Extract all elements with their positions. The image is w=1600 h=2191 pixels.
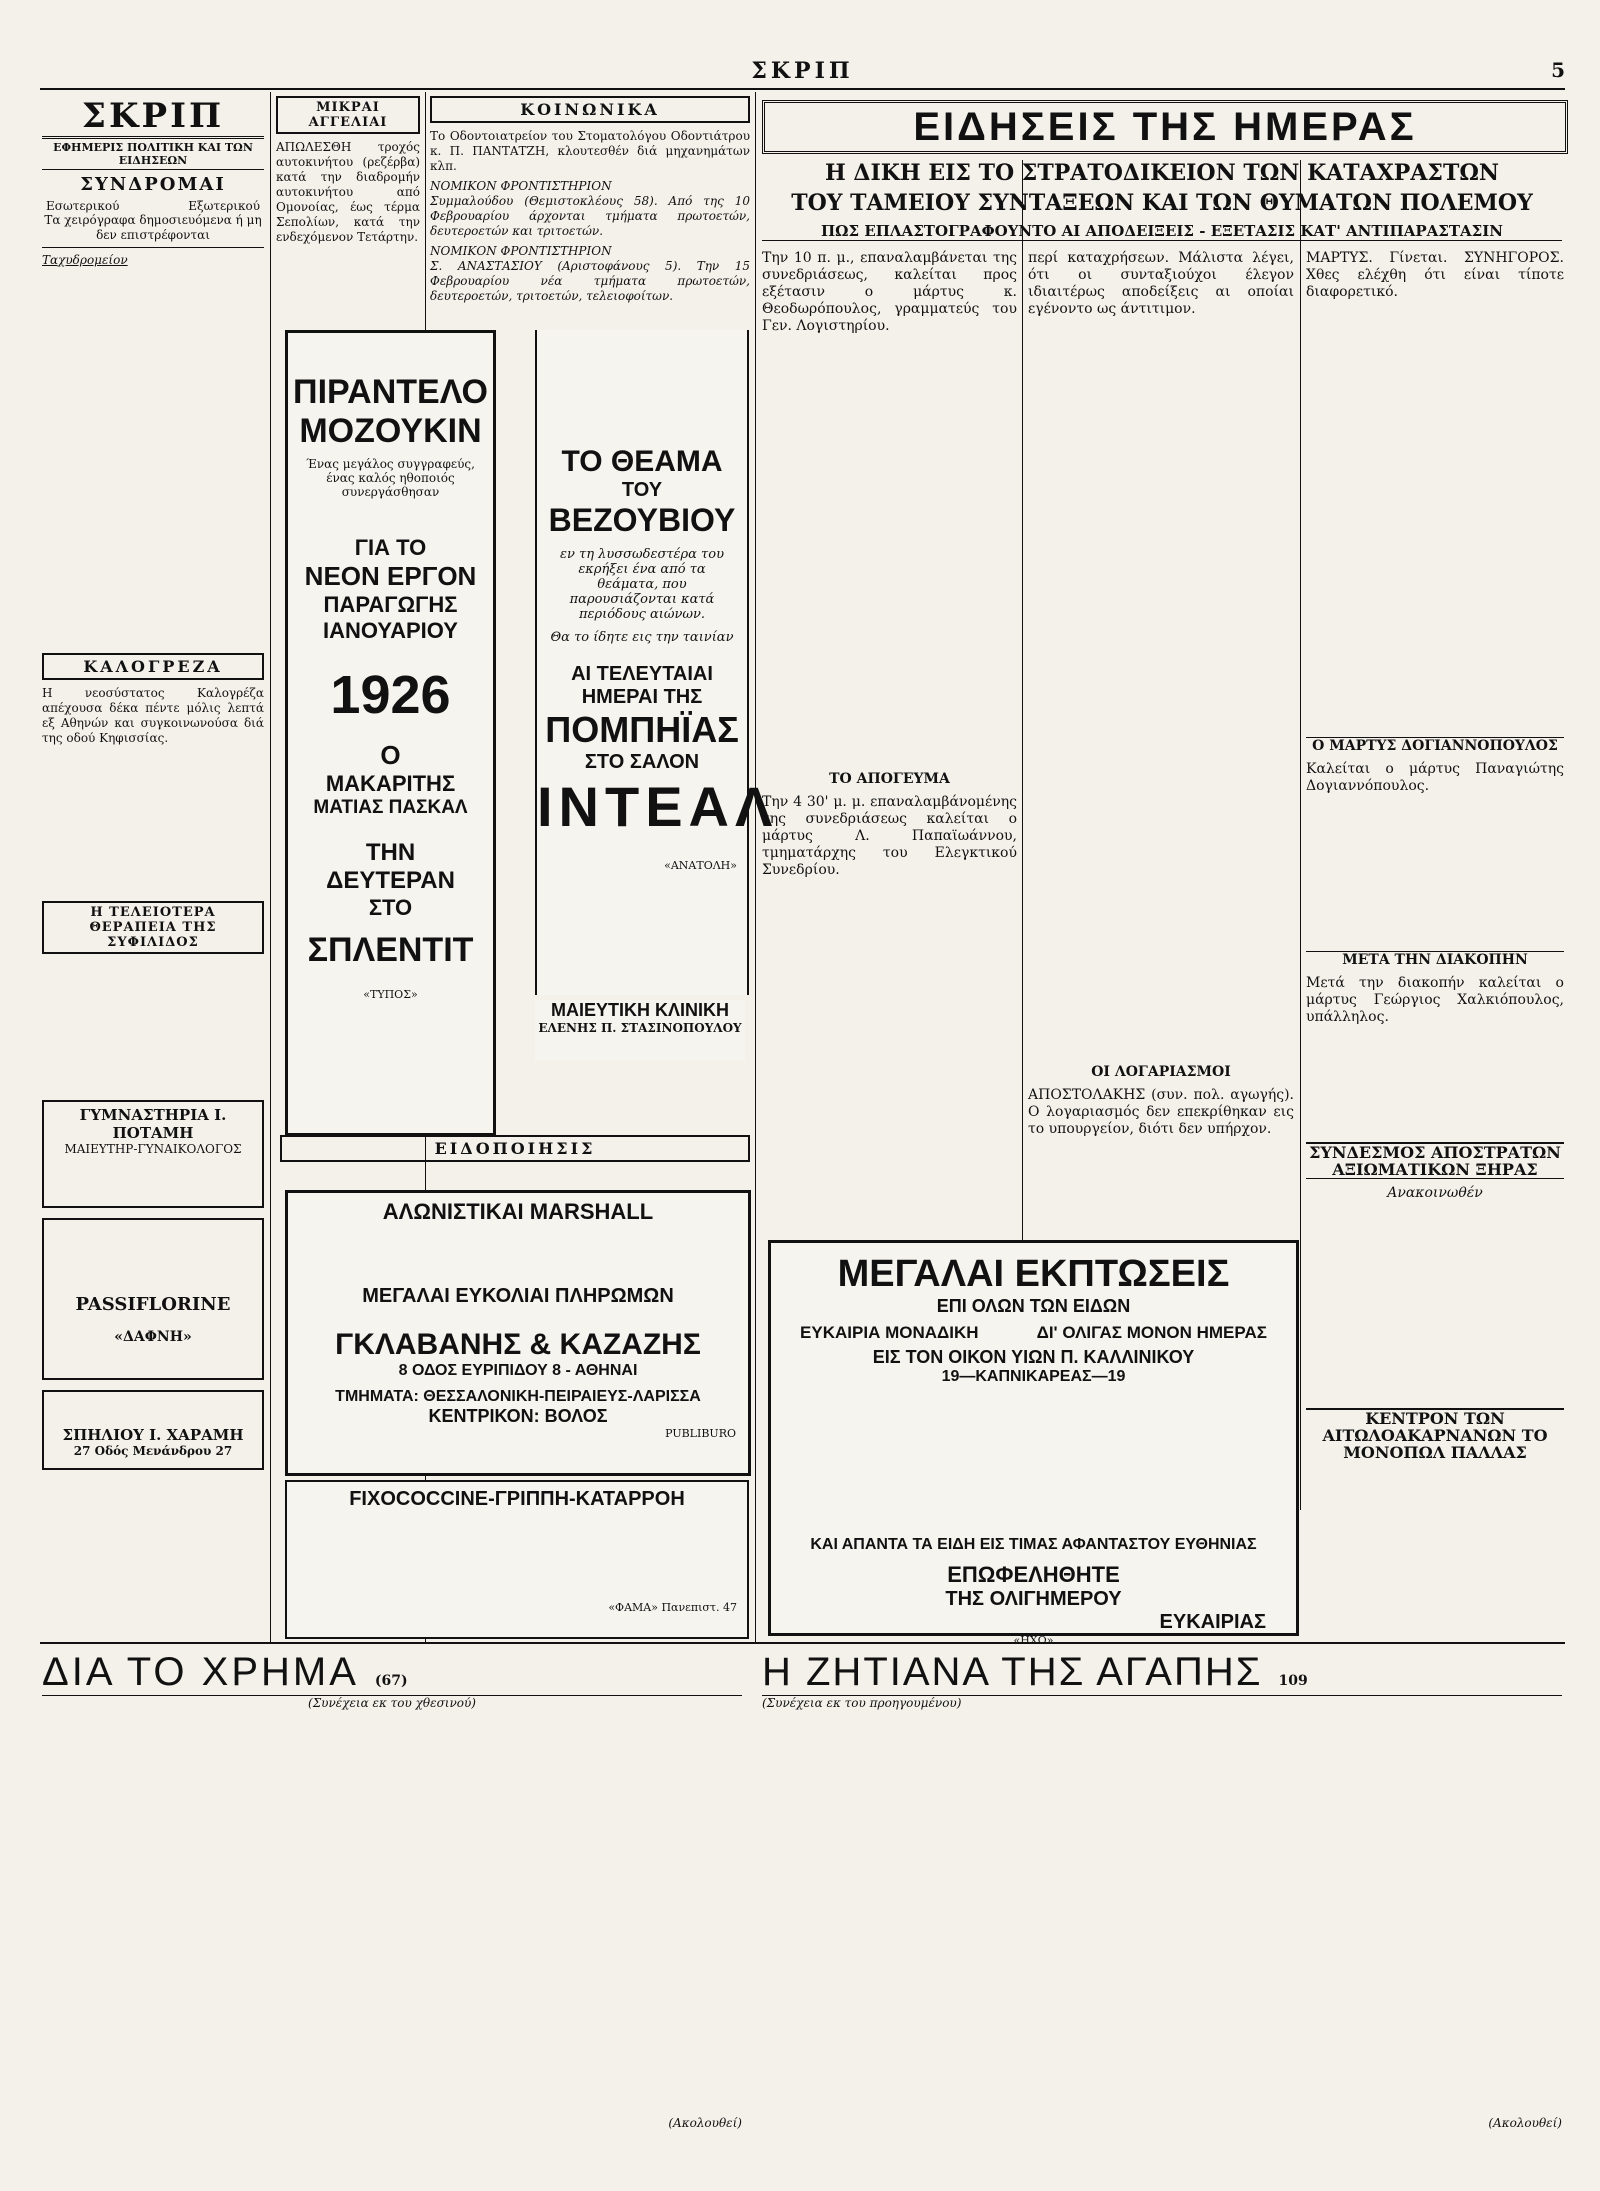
- vesuvius-footer: «ΑΝΑΤΟΛΗ»: [664, 859, 737, 872]
- post-listing-area: [42, 273, 264, 653]
- small-ads-title: ΜΙΚΡΑΙ ΑΓΓΕΛΙΑΙ: [276, 96, 420, 134]
- social-p2-head: ΝΟΜΙΚΟΝ ΦΡΟΝΤΙΣΤΗΡΙΟΝ: [430, 179, 612, 193]
- vesuvius-l5: Θα το ίδητε εις την ταινίαν: [550, 630, 734, 645]
- news-c1-p1: Την 10 π. μ., επαναλαμβάνεται της συνεδριάσεως, καλείται προς εξέτασιν ο μάρτυς κ. Θεοδωρόπουλος, γραμματεύς του Γεν. Λογιστηρίου.: [762, 250, 1017, 334]
- domestic-label: Εσωτερικού: [46, 199, 120, 213]
- vesuvius-l1: ΤΟ ΘΕΑΜΑ: [561, 445, 723, 478]
- sale-l3: ΕΥΚΑΙΡΙΑ ΜΟΝΑΔΙΚΗ: [800, 1323, 979, 1342]
- column-divider: [1300, 160, 1301, 1510]
- fixococcine-footer: «ΦΑΜΑ» Πανεπιστ. 47: [608, 1601, 737, 1614]
- post-section-title: Ταχυδρομείον: [42, 253, 128, 267]
- marshall-l3: ΓΚΛΑΒΑΝΗΣ & ΚΑΖΑΖΗΣ: [335, 1328, 701, 1361]
- news-c3-head1: Ο ΜΑΡΤΥΣ ΔΟΓΙΑΝΝΟΠΟΥΛΟΣ: [1306, 737, 1564, 755]
- sale-l1: ΜΕΓΑΛΑΙ ΕΚΠΤΩΣΕΙΣ: [837, 1253, 1230, 1295]
- sale-l4: ΔΙ' ΟΛΙΓΑΣ ΜΟΝΟΝ ΗΜΕΡΑΣ: [1036, 1323, 1267, 1342]
- serial1-sub: (Συνέχεια εκ του χθεσινού): [308, 1696, 476, 1710]
- pirandello-l8: 1926: [330, 665, 451, 725]
- news-c3-p1: ΜΑΡΤΥΣ. Γίνεται. ΣΥΝΗΓΟΡΟΣ. Χθες ελέχθη ότι είναι τίποτε διαφορετικό.: [1306, 250, 1564, 300]
- vesuvius-ad: [535, 330, 779, 995]
- news-c1-head: ΤΟ ΑΠΟΓΕΥΜΑ: [829, 771, 950, 787]
- pirandello-l13: ΔΕΥΤΕΡΑΝ: [326, 867, 455, 894]
- xarami-address: 27 Οδός Μενάνδρου 27: [73, 1444, 233, 1458]
- vesuvius-l3: ΒΕΖΟΥΒΙΟΥ: [548, 502, 736, 538]
- notices-block: [280, 1135, 750, 1165]
- subscriptions-title: ΣΥΝΔΡΟΜΑΙ: [80, 174, 226, 195]
- vesuvius-l4: εν τη λυσσωδεστέρα του εκρήξει ένα από τα θεάματα, που παρουσιάζονται κατά περιόδους αιώνων.: [560, 547, 724, 622]
- serial1-end: (Ακολουθεί): [668, 2116, 742, 2130]
- social-p3: Σ. ΑΝΑΣΤΑΣΙΟΥ (Αριστοφάνους 5). Την 15 Φεβρουαρίου νέα τμήματα πρωτοετών, δευτεροετών, τριτοετών, τελειοφοίτων.: [430, 259, 750, 303]
- kalogreza-text: Η νεοσύστατος Καλογρέζα απέχουσα δέκα πέντε μόλις λεπτά εξ Αθηνών και συγκοινωνούσα διά της οδού Κηφισσίας.: [42, 686, 264, 745]
- passiflorine-label: PASSIFLORINE: [75, 1294, 231, 1315]
- news-column-3: [1306, 250, 1564, 1620]
- news-c3-p3: Μετά την διακοπήν καλείται ο μάρτυς Γεώργιος Χαλκιόπουλος, υπάλληλος.: [1306, 975, 1564, 1025]
- column-social: [430, 96, 750, 306]
- foreign-label: Εξωτερικού: [188, 199, 260, 213]
- maieutiki-ad: [535, 1000, 745, 1060]
- xarami-ad: [42, 1390, 264, 1470]
- marshall-l1: ΑΛΩΝΙΣΤΙΚΑΙ MARSHALL: [382, 1199, 654, 1224]
- pirandello-l3: Ένας μεγάλος συγγραφεύς, ένας καλός ηθοποιός συνεργάσθησαν: [306, 457, 475, 499]
- vesuvius-l7: ΗΜΕΡΑΙ ΤΗΣ: [581, 686, 703, 708]
- newspaper-name: ΣΚΡΙΠ: [751, 58, 854, 84]
- vesuvius-l6: ΑΙ ΤΕΛΕΥΤΑΙΑΙ: [571, 663, 713, 685]
- column-left: [42, 96, 264, 1641]
- vesuvius-l2: ΤΟΥ: [621, 479, 663, 501]
- marshall-l4: 8 ΟΔΟΣ ΕΥΡΙΠΙΔΟΥ 8 - ΑΘΗΝΑΙ: [398, 1362, 638, 1379]
- maieutiki-l2: ΕΛΕΝΗΣ Π. ΣΤΑΣΙΝΟΠΟΥΛΟΥ: [538, 1021, 742, 1035]
- pirandello-l14: ΣΤΟ: [368, 895, 413, 920]
- news-c1-p2: Την 4 30' μ. μ. επαναλαμβάνομένης της συνεδριάσεως καλείται ο μάρτυς Λ. Παπαϊωάννου, τμηματάρχης του Ελεγκτικού Συνεδρίου.: [762, 794, 1017, 878]
- social-p3-head: ΝΟΜΙΚΟΝ ΦΡΟΝΤΙΣΤΗΡΙΟΝ: [430, 244, 612, 258]
- pirandello-l2: ΜΟΖΟΥΚΙΝ: [299, 412, 482, 450]
- serial-zitiana: [762, 1650, 1562, 2170]
- serial1-title: ΔΙΑ ΤΟ ΧΡΗΜΑ: [42, 1650, 359, 1694]
- masthead-title: ΣΚΡΙΠ: [42, 96, 264, 139]
- social-p1: Το Οδοντοιατρείον του Στοματολόγου Οδοντιάτρου κ. Π. ΠΑΝΤΑΤΖΗ, κλουτεσθέν διά μηχανημάτων κλπ.: [430, 129, 750, 173]
- therapy-title: Η ΤΕΛΕΙΟΤΕΡΑ ΘΕΡΑΠΕΙΑ ΤΗΣ ΣΥΦΙΛΙΔΟΣ: [42, 901, 264, 954]
- marshall-ad: [285, 1190, 751, 1476]
- vesuvius-l10: ΙΝΤΕΑΛ: [537, 775, 779, 838]
- pirandello-l7: ΙΑΝΟΥΑΡΙΟΥ: [323, 618, 458, 643]
- therapy-text: [42, 960, 264, 1100]
- news-c2-p1: περί καταχρήσεων. Μάλιστα λέγει, ότι οι συνταξιούχοι έλεγον ιδιαιτέρως αποδείξεις αι οποίαι εγένοντο ως άντιτιμον.: [1028, 250, 1294, 317]
- serials-rule: [40, 1642, 1565, 1644]
- pirandello-footer: «ΤΥΠΟΣ»: [363, 988, 418, 1001]
- news-c2-p2: ΑΠΟΣΤΟΛΑΚΗΣ (συν. πολ. αγωγής). Ο λογαριασμός δεν επεκρίθηκαν εις το υπουργείον, διότι δεν υπήρχον.: [1028, 1087, 1294, 1137]
- news-c3-head4: ΚΕΝΤΡΟΝ ΤΩΝ ΑΙΤΩΛΟΑΚΑΡΝΑΝΩΝ ΤΟ ΜΟΝΟΠΩΛ ΠΑΛΛΑΣ: [1306, 1408, 1564, 1461]
- potamis-title: ΓΥΜΝΑΣΤΗΡΙΑ Ι. ΠΟΤΑΜΗ: [79, 1106, 227, 1142]
- small-ad-text: ΑΠΩΛΕΣΘΗ τροχός αυτοκινήτου (ρεζέρβα) κατά την διαδρομήν αυτοκινήτου από Ομονοίας, έως τέρμα Σεπολίων, κατά την ενδεχόμενον Τετάρτην.: [276, 140, 420, 244]
- kalogreza-title: ΚΑΛΟΓΡΕΖΑ: [42, 653, 264, 680]
- serial1-number: (67): [374, 1673, 408, 1689]
- pirandello-l6: ΠΑΡΑΓΩΓΗΣ: [323, 592, 458, 617]
- news-c3-p4: Ανακοινωθέν: [1387, 1185, 1483, 1201]
- subscriptions-row: [42, 199, 264, 213]
- header-rule: [40, 88, 1565, 90]
- xarami-title: ΣΠΗΛΙΟΥ Ι. ΧΑΡΑΜΗ: [62, 1426, 244, 1444]
- news-c3-head3: ΣΥΝΔΕΣΜΟΣ ΑΠΟΣΤΡΑΤΩΝ ΑΞΙΩΜΑΤΙΚΩΝ ΞΗΡΑΣ: [1306, 1142, 1564, 1179]
- maieutiki-l1: ΜΑΙΕΥΤΙΚΗ ΚΛΙΝΙΚΗ: [550, 1000, 729, 1020]
- sale-footer: «ΗΧΩ»: [1013, 1634, 1054, 1647]
- sale-l2: ΕΠΙ ΟΛΩΝ ΤΩΝ ΕΙΔΩΝ: [936, 1296, 1131, 1316]
- masthead-note: Τα χειρόγραφα δημοσιευόμενα ή μη δεν επιστρέφονται: [42, 213, 264, 248]
- social-title: ΚΟΙΝΩΝΙΚΑ: [430, 96, 750, 123]
- sale-l6: 19—ΚΑΠΝΙΚΑΡΕΑΣ—19: [941, 1368, 1126, 1385]
- marshall-footer: PUBLIBURO: [665, 1427, 736, 1440]
- pirandello-l5: ΝΕΟΝ ΕΡΓΟΝ: [304, 561, 477, 591]
- news-column-2: [1028, 250, 1294, 1230]
- marshall-l6: ΚΕΝΤΡΙΚΟΝ: ΒΟΛΟΣ: [428, 1406, 608, 1426]
- news-subheadline-1: Η ΔΙΚΗ ΕΙΣ ΤΟ ΣΤΡΑΤΟΔΙΚΕΙΟΝ ΤΩΝ ΚΑΤΑΧΡΑΣΤΩΝ: [824, 160, 1500, 186]
- column-small-ads: [276, 96, 420, 276]
- pirandello-l10: ΜΑΚΑΡΙΤΗΣ: [325, 771, 456, 796]
- sale-l8: ΕΠΩΦΕΛΗΘΗΤΕ: [947, 1562, 1120, 1587]
- fixococcine-ad: [285, 1480, 749, 1639]
- column-divider: [755, 92, 756, 1642]
- pirandello-l1: ΠΙΡΑΝΤΕΛΟ: [293, 373, 488, 411]
- notices-title: ΕΙΔΟΠΟΙΗΣΙΣ: [280, 1135, 750, 1162]
- page-number: 5: [1551, 58, 1565, 82]
- fixococcine-l1: FIXOCOCCINE-ΓΡΙΠΠΗ-ΚΑΤΑΡΡΟΗ: [349, 1488, 685, 1510]
- pirandello-ad: [285, 330, 496, 1136]
- sale-ad: [768, 1240, 1299, 1647]
- marshall-l5: ΤΜΗΜΑΤΑ: ΘΕΣΣΑΛΟΝΙΚΗ-ΠΕΙΡΑΙΕΥΣ-ΛΑΡΙΣΣΑ: [335, 1388, 701, 1405]
- kalogreza-continued: [42, 751, 264, 901]
- news-subheadline-3: ΠΩΣ ΕΠΛΑΣΤΟΓΡΑΦΟΥΝΤΟ ΑΙ ΑΠΟΔΕΙΞΕΙΣ - ΕΞΕΤΑΣΙΣ ΚΑΤ' ΑΝΤΙΠΑΡΑΣΤΑΣΙΝ: [762, 222, 1562, 241]
- serial-dia-to-xrima: [42, 1650, 742, 2170]
- news-column-1: [762, 250, 1017, 1230]
- dafni-label: «ΔΑΦΝΗ»: [114, 1329, 192, 1345]
- serial2-title: Η ΖΗΤΙΑΝΑ ΤΗΣ ΑΓΑΠΗΣ: [762, 1650, 1263, 1694]
- news-c3-head2: ΜΕΤΑ ΤΗΝ ΔΙΑΚΟΠΗΝ: [1306, 951, 1564, 969]
- pirandello-l4: ΓΙΑ ΤΟ: [354, 535, 427, 560]
- vesuvius-l8: ΠΟΜΠΗΪΑΣ: [545, 709, 739, 750]
- sale-l10: ΕΥΚΑΙΡΙΑΣ: [1159, 1611, 1266, 1633]
- social-p2: Συμμαλούδου (Θεμιστοκλέους 58). Από της 10 Φεβρουαρίου άρχονται τμήματα πρωτοετών, δευτεροετών και τριτοετών.: [430, 194, 750, 238]
- pirandello-l15: ΣΠΛΕΝΤΙΤ: [307, 931, 474, 969]
- news-c2-head: ΟΙ ΛΟΓΑΡΙΑΣΜΟΙ: [1091, 1064, 1231, 1080]
- passiflorine-ad: [42, 1218, 264, 1380]
- potamis-subtitle: ΜΑΙΕΥΤΗΡ-ΓΥΝΑΙΚΟΛΟΓΟΣ: [64, 1142, 242, 1156]
- sale-l5: ΕΙΣ ΤΟΝ ΟΙΚΟΝ ΥΙΩΝ Π. ΚΑΛΛΙΝΙΚΟΥ: [872, 1347, 1195, 1367]
- pirandello-l9: Ο: [380, 740, 401, 770]
- vesuvius-l9: ΣΤΟ ΣΑΛΟΝ: [584, 751, 700, 773]
- potamis-ad: [42, 1100, 264, 1208]
- serial2-sub: (Συνέχεια εκ του προηγουμένου): [762, 1696, 962, 1710]
- sale-price-list-area: [771, 1386, 1296, 1536]
- news-c3-p2: Καλείται ο μάρτυς Παναγιώτης Δογιαννόπουλος.: [1306, 761, 1564, 794]
- main-headline: ΕΙΔΗΣΕΙΣ ΤΗΣ ΗΜΕΡΑΣ: [762, 100, 1568, 154]
- sale-l9: ΤΗΣ ΟΛΙΓΗΜΕΡΟΥ: [945, 1588, 1122, 1610]
- page-header: [40, 58, 1565, 86]
- pirandello-l12: ΤΗΝ: [365, 839, 416, 866]
- serial2-end: (Ακολουθεί): [1488, 2116, 1562, 2130]
- sale-l7: ΚΑΙ ΑΠΑΝΤΑ ΤΑ ΕΙΔΗ ΕΙΣ ΤΙΜΑΣ ΑΦΑΝΤΑΣΤΟΥ ΕΥΘΗΝΙΑΣ: [810, 1536, 1257, 1553]
- pirandello-l11: ΜΑΤΙΑΣ ΠΑΣΚΑΛ: [313, 797, 468, 818]
- serial2-number: 109: [1278, 1673, 1308, 1689]
- marshall-l2: ΜΕΓΑΛΑΙ ΕΥΚΟΛΙΑΙ ΠΛΗΡΩΜΩΝ: [362, 1285, 674, 1307]
- column-divider: [270, 92, 271, 1642]
- news-subheadline-2: ΤΟΥ ΤΑΜΕΙΟΥ ΣΥΝΤΑΞΕΩΝ ΚΑΙ ΤΩΝ ΘΥΜΑΤΩΝ ΠΟΛΕΜΟΥ: [791, 190, 1533, 216]
- masthead-subtitle: ΕΦΗΜΕΡΙΣ ΠΟΛΙΤΙΚΗ ΚΑΙ ΤΩΝ ΕΙΔΗΣΕΩΝ: [42, 139, 264, 170]
